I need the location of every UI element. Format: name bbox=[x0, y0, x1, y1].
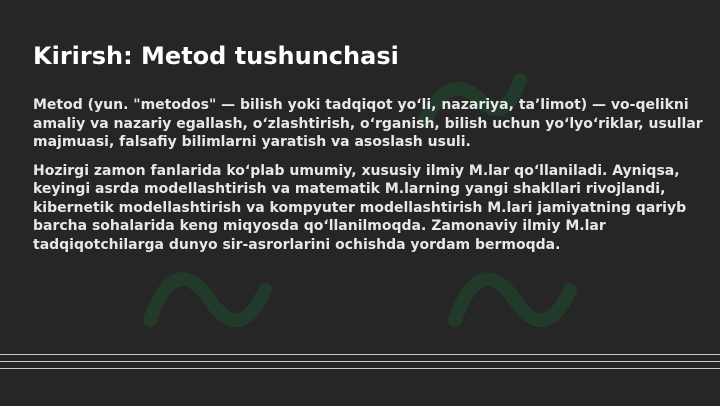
footer-rule-2 bbox=[0, 361, 720, 362]
footer-rule-3 bbox=[0, 368, 720, 369]
paragraph-modern-methods: Hozirgi zamon fanlarida koʻplab umumiy, xususiy ilmiy M.lar qoʻllaniladi. Ayniqsa, keyingi asrda modellashtirish va matematik M.larning yangi shakllari rivojlandi, kibernetik modellashtirish va kompyuter modellashtirish M.lari jamiyatning qariyb barcha sohalarida keng miqyosda qoʻllanilmoqda. Zamonaviy ilmiy M.lar tadqiqotchilarga dunyo sir-asrorlarini ochishda yordam bermoqda. bbox=[33, 162, 687, 253]
slide-title: Kirirsh: Metod tushunchasi bbox=[33, 42, 399, 70]
slide-body bbox=[33, 96, 703, 264]
watermark-mark-left bbox=[150, 279, 265, 320]
watermark-mark-right bbox=[455, 279, 570, 320]
footer-rule-1 bbox=[0, 354, 720, 355]
paragraph-definition: Metod (yun. "metodos" — bilish yoki tadqiqot yoʻli, nazariya, taʼlimot) — vo-qelikni amaliy va nazariy egallash, oʻzlashtirish, oʻrganish, bilish uchun yoʻlyoʻriklar, usullar majmuasi, falsafiy bilimlarni yaratish va asoslash usuli. bbox=[33, 97, 703, 150]
